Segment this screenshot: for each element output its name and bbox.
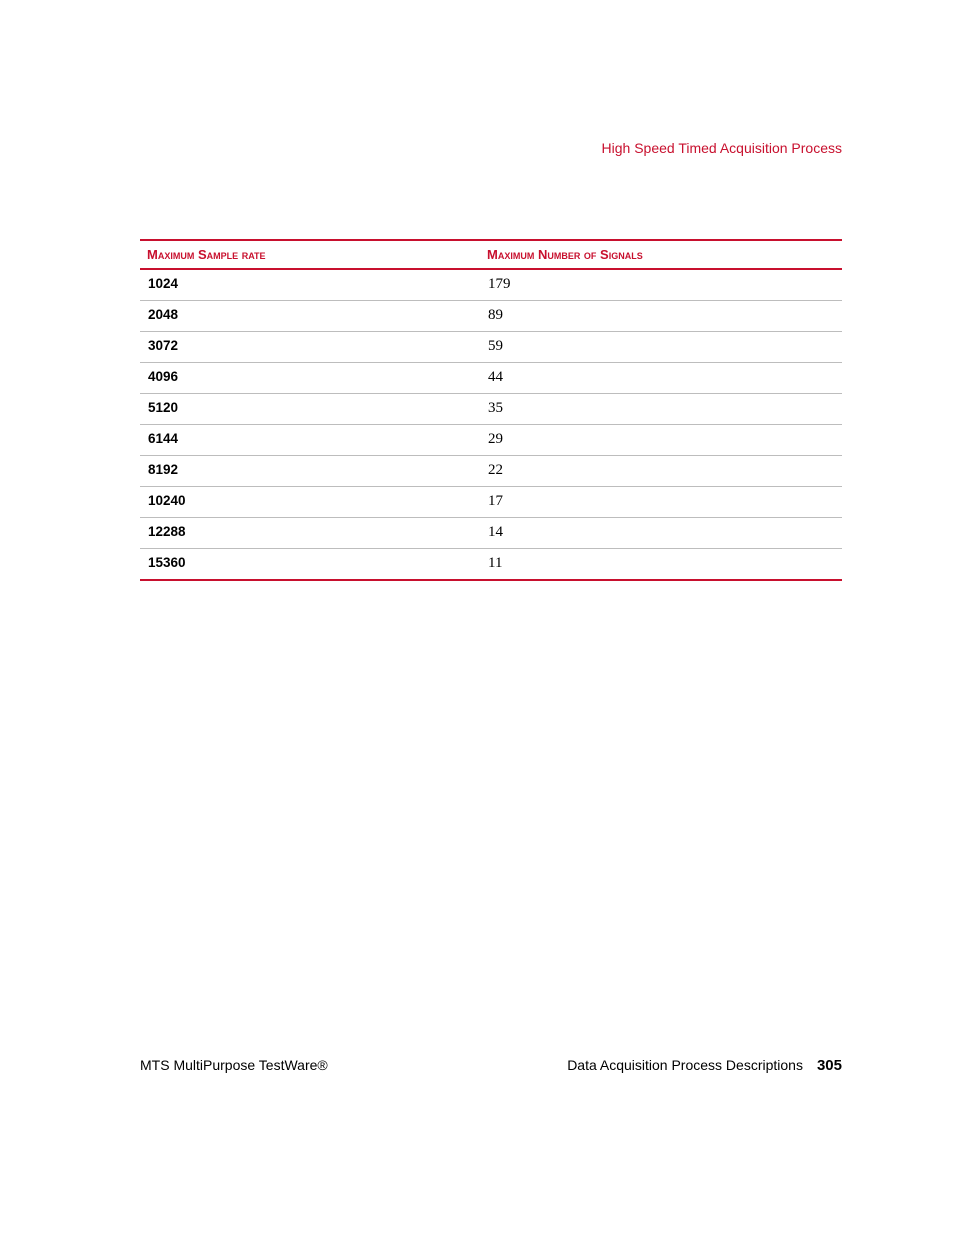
- sample-rate-cell: 6144: [140, 425, 480, 456]
- signals-cell: 35: [480, 394, 842, 425]
- table-row: [140, 301, 842, 332]
- sample-rate-cell: 4096: [140, 363, 480, 394]
- running-header-title: High Speed Timed Acquisition Process: [601, 140, 842, 156]
- table-row: [140, 425, 842, 456]
- signals-cell: 22: [480, 456, 842, 487]
- page-number: 305: [816, 1057, 842, 1074]
- column-header-max-number-of-signals: Maximum Number of Signals: [480, 240, 842, 269]
- signals-cell: 14: [480, 518, 842, 549]
- table-header-row: [140, 240, 842, 269]
- footer-section-info: [567, 1057, 842, 1074]
- signals-cell: 44: [480, 363, 842, 394]
- signals-cell: 11: [480, 549, 842, 581]
- sample-rate-cell: 10240: [140, 487, 480, 518]
- sample-rate-cell: 3072: [140, 332, 480, 363]
- sample-rate-table: [140, 239, 842, 581]
- sample-rate-cell: 15360: [140, 549, 480, 581]
- footer-product-name: MTS MultiPurpose TestWare®: [140, 1057, 328, 1073]
- table-row: [140, 269, 842, 301]
- table-row: [140, 456, 842, 487]
- sample-rate-cell: 8192: [140, 456, 480, 487]
- sample-rate-cell: 12288: [140, 518, 480, 549]
- table-row: [140, 394, 842, 425]
- sample-rate-cell: 2048: [140, 301, 480, 332]
- footer-section-title: Data Acquisition Process Descriptions: [567, 1057, 803, 1073]
- signals-cell: 89: [480, 301, 842, 332]
- column-header-max-sample-rate: Maximum Sample rate: [140, 240, 480, 269]
- signals-cell: 29: [480, 425, 842, 456]
- table-row: [140, 332, 842, 363]
- table-row: [140, 363, 842, 394]
- signals-cell: 17: [480, 487, 842, 518]
- signals-cell: 59: [480, 332, 842, 363]
- table-row: [140, 518, 842, 549]
- sample-rate-cell: 5120: [140, 394, 480, 425]
- table-row: [140, 487, 842, 518]
- sample-rate-cell: 1024: [140, 269, 480, 301]
- signals-cell: 179: [480, 269, 842, 301]
- table-row: [140, 549, 842, 581]
